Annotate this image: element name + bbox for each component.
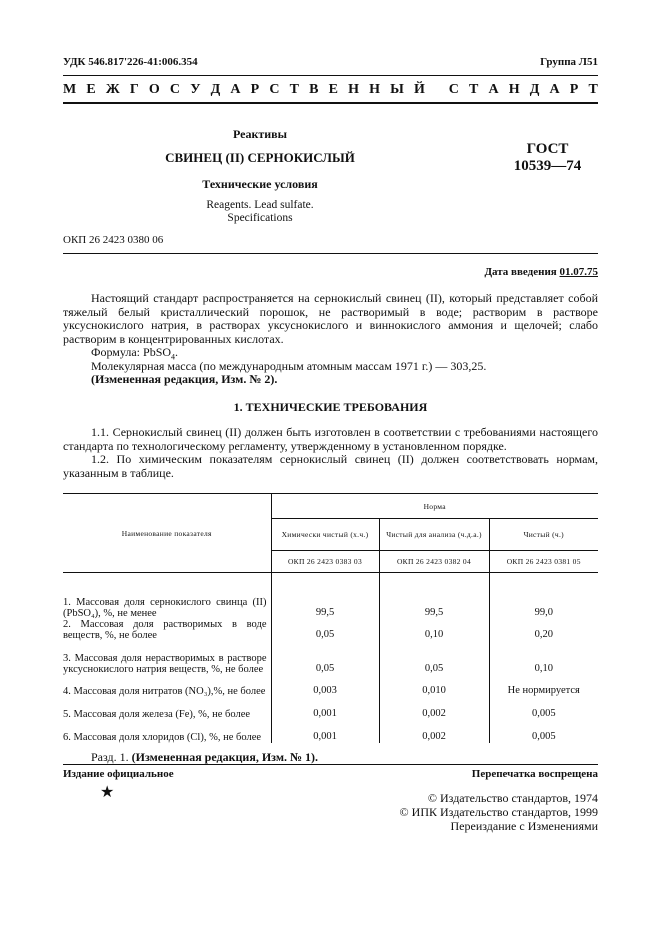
intro-date-value: 01.07.75 — [559, 266, 598, 278]
table-cell: 0,10 — [379, 619, 489, 641]
heading-letter: А — [549, 82, 560, 97]
star-icon: ★ — [100, 784, 115, 801]
heading-letter: А — [488, 82, 499, 97]
edit-note-2: (Измененная редакция, Изм. № 2). — [91, 372, 278, 386]
copyright-block — [400, 791, 598, 833]
razd-edit-note — [91, 750, 318, 765]
group-code: Группа Л51 — [540, 56, 598, 68]
table-cell: Не нормируется — [507, 684, 580, 696]
copyright-1999: © ИПК Издательство стандартов, 1999 — [399, 805, 598, 819]
intro-date-label: Дата введения — [484, 266, 557, 278]
intro-paragraph: Настоящий стандарт распространяется на сернокислый свинец (II), который представляет собой тяжелый белый кристаллический порошок, не растворимый в воде; растворим в растворе уксуснокислого натрия, в растворах уксуснокислого и виннокислого аммония и щелочей; слабо растворим в концентрированных кислотах. — [63, 291, 598, 346]
table-cell: 0,05 — [271, 641, 379, 675]
heading-rule — [63, 102, 598, 104]
reagents-label: Реактивы — [232, 127, 288, 141]
table-cell: 0,001 — [271, 720, 379, 743]
heading-letter: Р — [569, 82, 579, 97]
heading-letter: О — [148, 82, 160, 97]
paragraph-1-2: 1.2. По химическим показателям сернокислый свинец (II) должен соответствовать нормам, указанным в таблице. — [63, 452, 598, 480]
heading-letter: Г — [129, 82, 139, 97]
col-header-norm: Норма — [271, 494, 598, 519]
heading-letter: Е — [328, 82, 338, 97]
footer-rule — [63, 764, 598, 765]
heading-letter: Ж — [105, 82, 120, 97]
english-title — [150, 199, 370, 225]
udk-code: УДК 546.817'226-41:006.354 — [63, 56, 198, 68]
heading-letter: Й — [414, 82, 425, 97]
okp-col-2: ОКП 26 2423 0382 04 — [379, 551, 489, 573]
heading-letter: Т — [468, 82, 479, 97]
interstate-standard-heading — [63, 82, 598, 98]
formula-value: PbSO — [143, 345, 172, 359]
heading-letter: А — [230, 82, 241, 97]
table-cell: 0,005 — [531, 707, 556, 719]
table-cell: 0,005 — [531, 730, 556, 742]
table-cell: 99,5 — [379, 573, 489, 619]
heading-letter: Т — [289, 82, 299, 97]
table-row-name: 2. Массовая доля растворимых в воде веществ, %, не более — [63, 619, 271, 641]
gost-label: ГОСТ — [526, 141, 569, 157]
col-header-pure: Чистый (ч.) — [523, 530, 564, 539]
heading-letter: Н — [508, 82, 520, 97]
okp-rule — [63, 253, 598, 254]
table-cell: 99,0 — [534, 606, 553, 618]
heading-letter: С — [169, 82, 181, 97]
table-cell: 99,5 — [271, 573, 379, 619]
okp-code: ОКП 26 2423 0380 06 — [63, 234, 164, 246]
table-row-name: 6. Массовая доля хлоридов (Cl), %, не более — [63, 720, 271, 743]
heading-letter: Е — [86, 82, 96, 97]
razd-edit: (Измененная редакция, Изм. № 1). — [131, 750, 319, 764]
english-title-line2: Specifications — [227, 212, 293, 224]
reissue-note: Переиздание с Изменениями — [450, 819, 598, 833]
heading-letter: В — [309, 82, 319, 97]
okp-col-1: ОКП 26 2423 0383 03 — [271, 551, 379, 573]
heading-letter: М — [63, 82, 77, 97]
copyright-1974: © Издательство стандартов, 1974 — [427, 791, 598, 805]
table-cell: 0,10 — [534, 662, 553, 674]
razd-label: Разд. 1. — [91, 750, 129, 764]
table-cell: 0,003 — [271, 675, 379, 697]
reprint-prohibited: Перепечатка воспрещена — [471, 768, 598, 780]
table-cell: 0,20 — [534, 628, 553, 640]
gost-code: 10539—74 — [513, 158, 582, 174]
gost-number — [500, 141, 595, 175]
paragraph-1-1: 1.1. Сернокислый свинец (II) должен быть изготовлен в соответствии с требованиями настоящего стандарта по технологическому регламенту, утвержденному в установленном порядке. — [63, 425, 598, 453]
table-cell: 0,05 — [271, 619, 379, 641]
table-cell: 0,002 — [379, 720, 489, 743]
requirements-table — [63, 493, 598, 743]
section-title: 1. ТЕХНИЧЕСКИЕ ТРЕБОВАНИЯ — [233, 400, 428, 414]
heading-letter: Н — [369, 82, 380, 97]
english-title-line1: Reagents. Lead sulfate. — [206, 199, 314, 211]
heading-letter: Ы — [390, 82, 404, 97]
molecular-mass: Молекулярная масса (по международным атомным массам 1971 г.) — 303,25. — [91, 359, 487, 373]
heading-letter: С — [269, 82, 280, 97]
table-cell: 0,002 — [379, 697, 489, 720]
intro-date — [484, 266, 598, 278]
table-cell: 0,010 — [379, 675, 489, 697]
col-header-chemically-pure: Химически чистый (х.ч.) — [271, 519, 379, 551]
formula-line: Формула: PbSO$_4$. — [91, 345, 179, 362]
heading-letter: У — [190, 82, 201, 97]
document-title: СВИНЕЦ (II) СЕРНОКИСЛЫЙ — [165, 150, 355, 165]
heading-letter: Т — [588, 82, 598, 97]
table-row-name: 4. Массовая доля нитратов (NO₃),%, не более — [63, 675, 271, 697]
heading-letter: Р — [250, 82, 260, 97]
heading-letter: Н — [348, 82, 359, 97]
official-edition: Издание официальное — [63, 768, 174, 780]
heading-letter: С — [448, 82, 459, 97]
heading-letter: Д — [529, 82, 540, 97]
table-row-name: 1. Массовая доля сернокислого свинца (II) (PbSO₄), %, не менее — [63, 573, 271, 619]
heading-letter: Д — [210, 82, 221, 97]
col-header-name: Наименование показателя — [63, 494, 271, 573]
formula-subscript: 4 — [171, 352, 176, 362]
table-cell: 0,001 — [271, 697, 379, 720]
table-row-name: 5. Массовая доля железа (Fe), %, не более — [63, 697, 271, 720]
formula-label: Формула: — [91, 345, 141, 359]
table-cell: 0,05 — [379, 641, 489, 675]
top-rule — [63, 75, 598, 76]
heading-letter — [435, 82, 439, 98]
col-header-analytical: Чистый для анализа (ч.д.а.) — [379, 519, 489, 551]
tech-conditions-label: Технические условия — [202, 177, 318, 191]
table-row-name: 3. Массовая доля нерастворимых в растворе уксуснокислого натрия веществ, %, не более — [63, 641, 271, 675]
okp-col-3: ОКП 26 2423 0381 05 — [489, 551, 598, 573]
